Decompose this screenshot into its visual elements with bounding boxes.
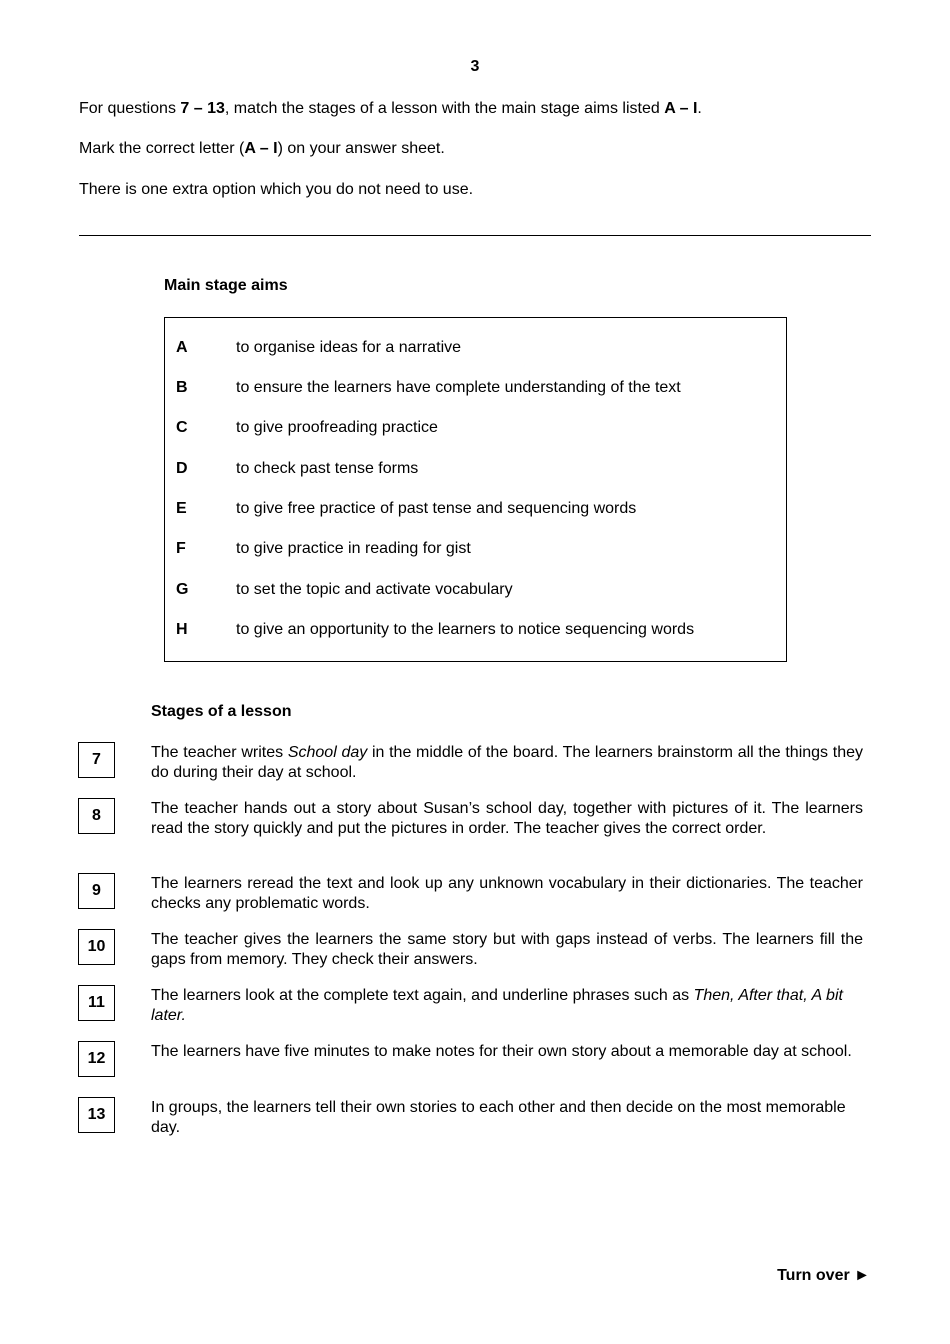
instruction-line-1 <box>79 100 702 118</box>
question-range: 7 – 13 <box>180 100 225 117</box>
question-text <box>151 986 863 1026</box>
question-text-italic: Then, After that, A bit later. <box>151 987 843 1024</box>
stages-heading: Stages of a lesson <box>151 703 292 720</box>
question-number-box <box>78 742 115 778</box>
instruction-text: . <box>697 100 702 117</box>
aim-text: to give free practice of past tense and sequencing words <box>236 500 637 517</box>
question-number-box <box>78 873 115 909</box>
aim-row <box>165 581 786 601</box>
question-text-italic: School day <box>287 744 368 761</box>
instruction-text: For questions <box>79 100 181 117</box>
aim-letter: A <box>176 339 188 356</box>
aims-box <box>164 317 787 662</box>
instruction-text: ) on your answer sheet. <box>277 140 445 157</box>
instruction-line-2 <box>79 140 445 158</box>
aim-letter: H <box>176 621 188 638</box>
question-number: 12 <box>87 1050 106 1067</box>
aim-row <box>165 379 786 399</box>
aims-heading: Main stage aims <box>164 277 288 294</box>
section-divider <box>79 235 871 236</box>
aim-text: to check past tense forms <box>236 460 419 477</box>
option-range: A – I <box>244 140 278 157</box>
instruction-text: , match the stages of a lesson with the main stage aims listed <box>224 100 665 117</box>
question-text-part: The learners look at the complete text again, and underline phrases such as <box>151 987 694 1004</box>
turn-over-text: Turn over <box>777 1267 850 1284</box>
question-text <box>151 743 863 783</box>
aim-letter: F <box>176 540 186 557</box>
aim-row <box>165 621 786 641</box>
question-number-box <box>78 1041 115 1077</box>
question-text-part: The teacher writes <box>151 744 288 761</box>
aim-text: to ensure the learners have complete understanding of the text <box>236 379 681 396</box>
question-number-box <box>78 985 115 1021</box>
aim-letter: E <box>176 500 187 517</box>
page-number: 3 <box>470 58 480 75</box>
question-number-box <box>78 1097 115 1133</box>
question-text: The teacher gives the learners the same story but with gaps instead of verbs. The learners fill the gaps from memory. They check their answers. <box>151 931 863 968</box>
aim-text: to give practice in reading for gist <box>236 540 471 557</box>
question-text: The teacher hands out a story about Susan’s school day, together with pictures of it. The learners read the story quickly and put the pictures in order. The teacher gives the correct order. <box>151 800 863 837</box>
instruction-line-3: There is one extra option which you do not need to use. <box>79 181 474 198</box>
aim-letter: B <box>176 379 188 396</box>
aim-letter: C <box>176 419 188 436</box>
aim-text: to set the topic and activate vocabulary <box>236 581 513 598</box>
question-number: 8 <box>92 807 101 824</box>
option-range: A – I <box>664 100 698 117</box>
question-text: The learners reread the text and look up any unknown vocabulary in their dictionaries. The teacher checks any problematic words. <box>151 875 863 912</box>
question-number: 9 <box>92 882 101 899</box>
aim-text: to give an opportunity to the learners to notice sequencing words <box>236 621 695 638</box>
aim-row <box>165 339 786 359</box>
aim-row <box>165 500 786 520</box>
aim-text: to organise ideas for a narrative <box>236 339 462 356</box>
aim-row <box>165 460 786 480</box>
question-text-part: in the middle of the board. The learners brainstorm all the things they do during their day at school. <box>151 744 863 781</box>
aim-text: to give proofreading practice <box>236 419 438 436</box>
question-number-box <box>78 929 115 965</box>
turn-over-label <box>777 1267 870 1285</box>
question-number: 11 <box>88 994 105 1011</box>
aim-letter: D <box>176 460 188 477</box>
aim-row <box>165 540 786 560</box>
question-text: In groups, the learners tell their own stories to each other and then decide on the most memorable day. <box>151 1099 846 1136</box>
arrow-right-icon: ► <box>854 1267 870 1284</box>
question-number: 10 <box>87 938 106 955</box>
question-number-box <box>78 798 115 834</box>
instruction-text: Mark the correct letter ( <box>79 140 245 157</box>
aim-letter: G <box>176 581 189 598</box>
question-number: 7 <box>92 751 101 768</box>
question-text: The learners have five minutes to make notes for their own story about a memorable day at school. <box>151 1043 852 1060</box>
aim-row <box>165 419 786 439</box>
question-number: 13 <box>87 1106 106 1123</box>
